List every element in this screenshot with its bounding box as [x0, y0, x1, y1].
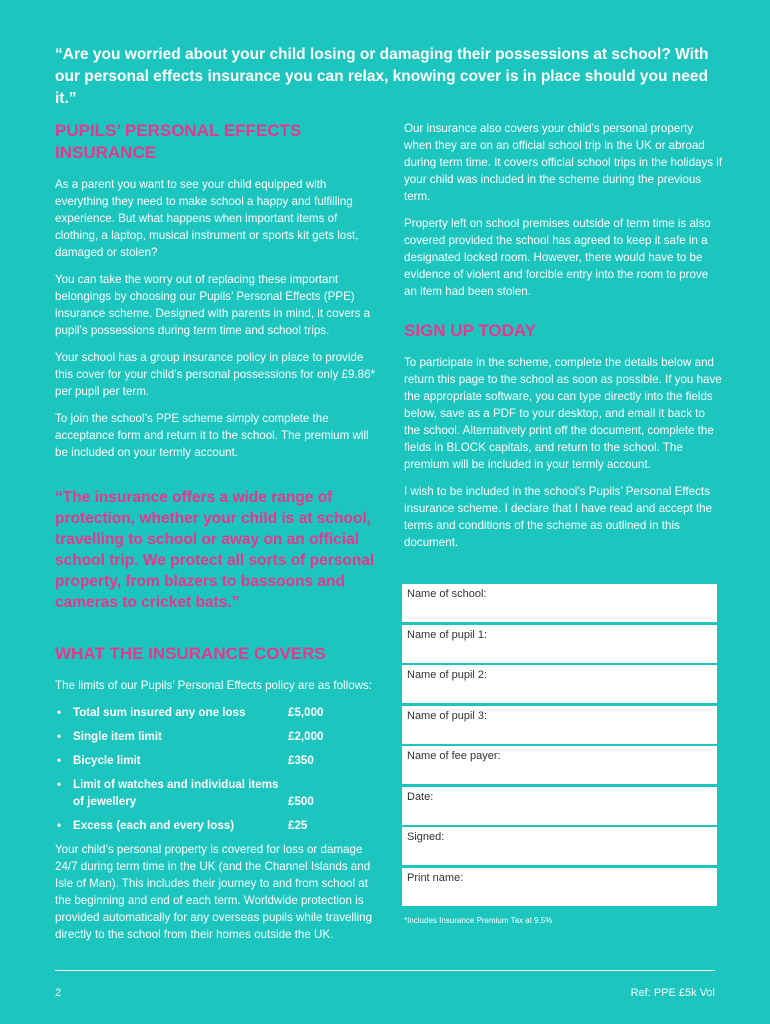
- reference-code: Ref: PPE £5k Vol: [630, 987, 715, 999]
- limit-label: Limit of watches and individual items of jewellery: [73, 778, 279, 808]
- limits-list: [55, 704, 380, 834]
- paragraph: I wish to be included in the school’s Pupils’ Personal Effects insurance scheme. I declare that I have read and accept the terms and conditions of the scheme as outlined in this document.: [404, 485, 713, 549]
- list-item: [55, 728, 380, 745]
- pull-quote: “The insurance offers a wide range of protection, whether your child is at school, travelling to school or away on an official school trip. We protect all sorts of personal property, from blazers to bassoons and cameras to cricket bats.”: [55, 489, 375, 611]
- field-label: Name of fee payer:: [407, 750, 501, 762]
- list-item: [55, 776, 380, 810]
- field-label: Signed:: [407, 831, 445, 843]
- ppe-heading: PUPILS’ PERSONAL EFFECTS INSURANCE: [55, 121, 302, 162]
- print-name-field[interactable]: [402, 868, 717, 906]
- covers-heading: WHAT THE INSURANCE COVERS: [55, 644, 326, 663]
- paragraph: As a parent you want to see your child equipped with everything they need to make school a happy and fulfilling experience. But what happens when important items of clothing, a laptop, musical instrument or sports kit gets lost, damaged or stolen?: [55, 178, 359, 259]
- bullet-icon: •: [57, 778, 62, 791]
- paragraph: To participate in the scheme, complete the details below and return this page to the school as soon as possible. If you have the appropriate software, you can type directly into the fields below, save as a PDF to your desktop, and email it back to the school. Alternatively print off the document, complete the fields in BLOCK capitals, and return to the school. The premium will be included in your termly account.: [404, 356, 722, 471]
- signature-field[interactable]: [402, 827, 717, 865]
- paragraph: Our insurance also covers your child’s personal property when they are on an official school trip in the UK or abroad during term time. It covers official school trips in the holidays if your child was included in the scheme during the previous term.: [404, 122, 723, 203]
- field-label: Name of pupil 2:: [407, 669, 488, 681]
- date-field[interactable]: [402, 787, 717, 825]
- limit-value: £5,000: [288, 706, 324, 719]
- school-name-field[interactable]: [402, 584, 717, 622]
- left-column: [55, 120, 380, 953]
- signup-heading: SIGN UP TODAY: [404, 321, 536, 340]
- field-label: Name of pupil 3:: [407, 709, 488, 722]
- bullet-icon: •: [57, 730, 62, 743]
- field-label: Date:: [407, 790, 434, 803]
- pupil-3-name-field[interactable]: [402, 706, 717, 744]
- paragraph: Your school has a group insurance policy in place to provide this cover for your child’s personal possessions for only £9.86* per pupil per term.: [55, 351, 376, 398]
- covers-text: Your child’s personal property is covered for loss or damage 24/7 during term time in the UK (and the Channel Islands and Isle of Man). This includes their journey to and from school at the beginning and end of each term. Worldwide protection is provided automatically for any overseas pupils while travelling directly to the school from their homes outside the UK.: [55, 843, 373, 941]
- page-number: 2: [55, 987, 62, 999]
- pupil-1-name-field[interactable]: [402, 625, 717, 663]
- pupil-2-name-field[interactable]: [402, 665, 717, 703]
- limit-label: Total sum insured any one loss: [73, 706, 246, 719]
- limit-value: £25: [288, 819, 308, 832]
- limit-label: Single item limit: [73, 730, 162, 743]
- covers-intro: The limits of our Pupils’ Personal Effects policy are as follows:: [55, 679, 373, 692]
- bullet-icon: •: [57, 819, 62, 832]
- footer-divider: [55, 970, 715, 971]
- intro-quote: “Are you worried about your child losing or damaging their possessions at school? With our personal effects insurance you can relax, knowing cover is in place should you need it.”: [55, 46, 709, 107]
- right-column: [404, 120, 724, 561]
- limit-value: £2,000: [288, 730, 324, 743]
- limit-value: £350: [288, 754, 314, 767]
- paragraph: Property left on school premises outside of term time is also covered provided the school has agreed to keep it safe in a designated locked room. However, there would have to be evidence of violent and forcible entry into the room to prove an item had been stolen.: [404, 217, 711, 298]
- bullet-icon: •: [57, 754, 62, 767]
- limit-label: Excess (each and every loss): [73, 819, 235, 832]
- list-item: [55, 704, 380, 721]
- field-label: Name of school:: [407, 588, 487, 600]
- footnote: *Includes Insurance Premium Tax at 9.5%: [404, 916, 553, 925]
- field-label: Print name:: [407, 871, 464, 884]
- limit-value: £500: [288, 795, 314, 808]
- paragraph: You can take the worry out of replacing these important belongings by choosing our Pupils’ Personal Effects (PPE) insurance scheme. Designed with parents in mind, it covers a pupil’s possessions during term time and school trips.: [55, 273, 371, 337]
- bullet-icon: •: [57, 706, 62, 719]
- fee-payer-name-field[interactable]: [402, 746, 717, 784]
- signup-form: [402, 584, 717, 908]
- list-item: [55, 817, 380, 834]
- paragraph: To join the school’s PPE scheme simply complete the acceptance form and return it to the school. The premium will be included on your termly account.: [55, 412, 369, 459]
- field-label: Name of pupil 1:: [407, 628, 488, 641]
- limit-label: Bicycle limit: [73, 754, 141, 767]
- list-item: [55, 752, 380, 769]
